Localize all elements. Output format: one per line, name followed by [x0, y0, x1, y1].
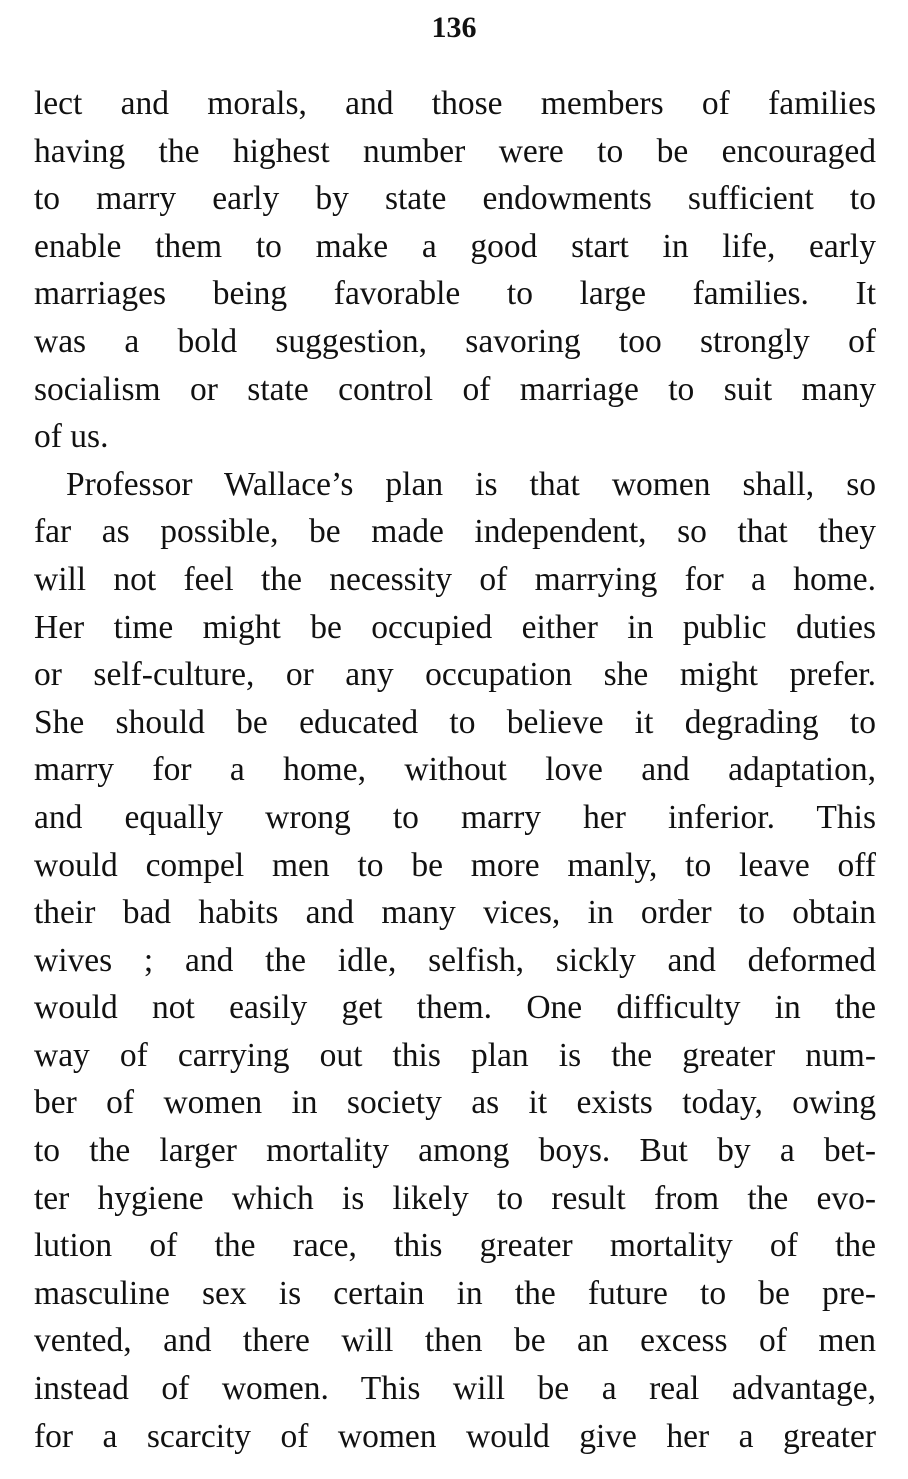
text-line: wives ; and the idle, selfish, sickly and deformed [34, 941, 876, 979]
text-line: to marry early by state endowments sufficient to [34, 180, 876, 218]
text-line: masculine sex is certain in the future to be pre- [34, 1274, 876, 1312]
text-line: Professor Wallace’s plan is that women shall, so [66, 465, 876, 503]
text-line: enable them to make a good start in life, early [34, 227, 876, 265]
text-line: instead of women. This will be a real advantage, [34, 1370, 876, 1408]
body-text [34, 80, 876, 1460]
text-line: ber of women in society as it exists today, owing [34, 1084, 876, 1122]
text-line: and equally wrong to marry her inferior. This [34, 798, 876, 836]
text-line: would compel men to be more manly, to leave off [34, 846, 876, 884]
text-line: or self-culture, or any occupation she might prefer. [34, 656, 876, 694]
text-line: socialism or state control of marriage to suit many [34, 370, 876, 408]
text-line: vented, and there will then be an excess of men [34, 1322, 876, 1360]
text-line: to the larger mortality among boys. But by a bet- [34, 1132, 876, 1170]
page-number: 136 [431, 11, 477, 44]
text-line: would not easily get them. One difficulty in the [34, 989, 876, 1027]
text-line: far as possible, be made independent, so that they [34, 513, 876, 551]
text-line: way of carrying out this plan is the greater num- [34, 1036, 876, 1074]
paragraph [34, 80, 876, 461]
text-line: will not feel the necessity of marrying for a home. [34, 560, 876, 598]
text-line: marriages being favorable to large families. It [34, 275, 876, 313]
text-line: lect and morals, and those members of families [34, 85, 876, 122]
text-line: having the highest number were to be encouraged [34, 132, 876, 170]
text-line: lution of the race, this greater mortality of the [34, 1227, 876, 1265]
text-line: marry for a home, without love and adaptation, [34, 751, 876, 789]
text-line: was a bold suggestion, savoring too strongly of [34, 322, 876, 360]
text-line: for a scarcity of women would give her a greater [34, 1417, 876, 1455]
text-line: of us. [34, 418, 109, 456]
text-line: their bad habits and many vices, in order to obtain [34, 894, 876, 932]
paragraph [34, 461, 876, 1460]
text-line: Her time might be occupied either in public duties [34, 608, 876, 646]
text-line: She should be educated to believe it degrading to [34, 703, 876, 741]
text-line: ter hygiene which is likely to result from the evo- [34, 1179, 876, 1217]
